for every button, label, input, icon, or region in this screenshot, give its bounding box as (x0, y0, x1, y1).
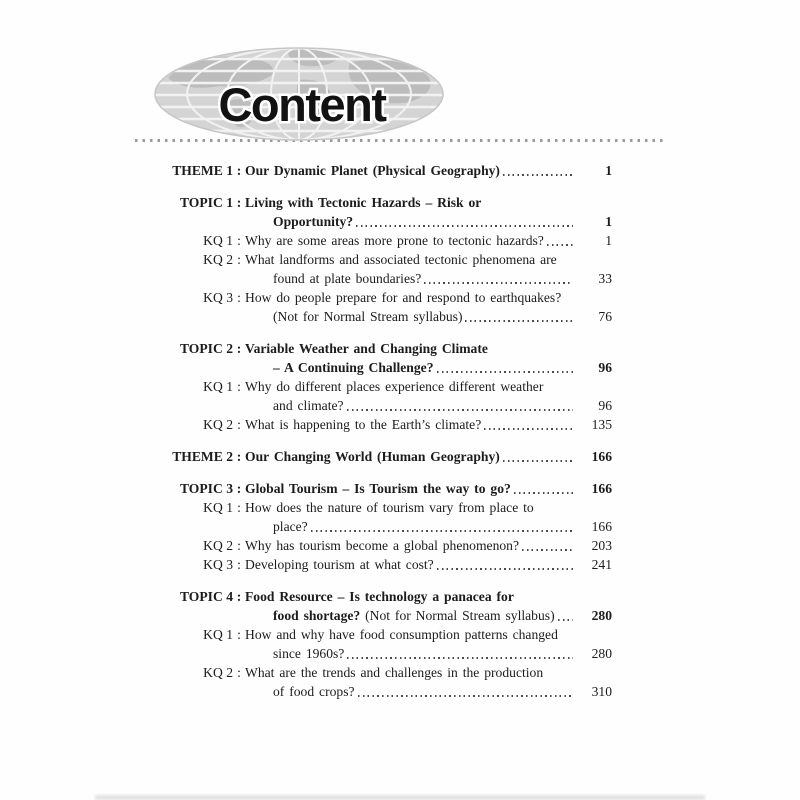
toc-entry-note: (Not for Normal Stream syllabus) (360, 608, 555, 623)
toc-entry-title: Our Changing World (Human Geography) (245, 449, 500, 464)
toc-entry-colon: : (236, 449, 242, 464)
toc-entry-continuation (167, 517, 612, 536)
toc-entry-title: Why are some areas more prone to tectonic hazards? (245, 233, 544, 248)
dot-leader (503, 460, 573, 462)
toc-entry (167, 447, 612, 466)
toc-entry-label: TOPIC 1 (179, 195, 233, 210)
toc-entry-title: (Not for Normal Stream syllabus) (273, 309, 463, 324)
toc-entry-colon: : (237, 252, 241, 267)
toc-entry (167, 288, 612, 307)
toc-entry-continuation (167, 212, 612, 231)
toc-entry-label: KQ 1 (203, 500, 233, 515)
toc-entry-continuation (167, 606, 612, 625)
toc-entry-label: KQ 3 (203, 290, 233, 305)
toc-entry-page: 96 (598, 360, 612, 375)
dot-leader (437, 568, 573, 570)
toc-entry-title: How do people prepare for and respond to earthquakes? (245, 290, 562, 305)
toc-entry-continuation (167, 307, 612, 326)
toc-entry (167, 339, 612, 358)
toc-entry (167, 377, 612, 396)
toc-entry-label: KQ 1 (203, 627, 233, 642)
toc-entry-colon: : (237, 665, 241, 680)
toc-entry-title: Why do different places experience different weather (245, 379, 544, 394)
toc-entry-label: KQ 1 (203, 379, 233, 394)
table-of-contents (167, 161, 612, 701)
toc-entry (167, 161, 612, 180)
toc-entry-continuation (167, 682, 612, 701)
toc-entry-colon: : (237, 417, 241, 432)
toc-entry-label: KQ 2 (203, 665, 233, 680)
toc-entry-title: and climate? (273, 398, 344, 413)
toc-entry-label: TOPIC 2 (179, 341, 233, 356)
toc-entry-continuation (167, 644, 612, 663)
dot-leader (503, 174, 573, 176)
toc-entry-title: Food Resource – Is technology a panacea for (245, 589, 514, 604)
page-bottom-edge (95, 795, 705, 800)
toc-entry-page: 241 (591, 557, 612, 572)
toc-entry-title: Why has tourism become a global phenomenon? (245, 538, 520, 553)
toc-entry-page: 280 (591, 646, 612, 661)
toc-entry-continuation (167, 396, 612, 415)
toc-entry (167, 231, 612, 250)
toc-entry-title: What landforms and associated tectonic phenomena are (245, 252, 557, 267)
toc-entry-page: 33 (598, 271, 612, 286)
toc-entry-colon: : (237, 290, 241, 305)
toc-entry-page: 280 (591, 608, 612, 623)
toc-entry-page: 166 (591, 449, 612, 464)
toc-entry-label: KQ 2 (203, 252, 233, 267)
toc-entry-title: Developing tourism at what cost? (245, 557, 434, 572)
toc-entry-colon: : (237, 233, 241, 248)
toc-entry (167, 587, 612, 606)
toc-entry-title: of food crops? (273, 684, 355, 699)
toc-entry-page: 1 (605, 163, 612, 178)
dot-leader (522, 549, 573, 551)
toc-entry-continuation (167, 358, 612, 377)
toc-entry (167, 625, 612, 644)
dot-leader (484, 428, 573, 430)
dot-leader (424, 282, 573, 284)
toc-entry-title: Variable Weather and Changing Climate (245, 341, 488, 356)
toc-entry-title: – A Continuing Challenge? (273, 360, 434, 375)
toc-entry-title: Our Dynamic Planet (Physical Geography) (245, 163, 500, 178)
toc-entry (167, 663, 612, 682)
toc-entry-colon: : (236, 163, 242, 178)
toc-entry-page: 135 (591, 417, 612, 432)
toc-entry-label: KQ 1 (203, 233, 233, 248)
toc-entry-label: TOPIC 4 (179, 589, 233, 604)
toc-entry-page: 1 (605, 233, 612, 248)
toc-entry-colon: : (237, 538, 241, 553)
toc-entry-page: 310 (591, 684, 612, 699)
toc-entry-colon: : (236, 481, 242, 496)
toc-entry-page: 166 (591, 481, 612, 496)
toc-entry (167, 536, 612, 555)
dot-leader (356, 225, 573, 227)
toc-entry-label: THEME 2 (172, 449, 233, 464)
toc-entry-page: 203 (591, 538, 612, 553)
dot-leader (437, 371, 574, 373)
toc-entry-label: KQ 3 (203, 557, 233, 572)
toc-entry-title: How and why have food consumption patterns changed (245, 627, 558, 642)
toc-entry-title: What are the trends and challenges in the production (245, 665, 544, 680)
toc-entry-label: KQ 2 (203, 417, 233, 432)
toc-entry-colon: : (237, 500, 241, 515)
dot-leader (358, 695, 573, 697)
toc-entry-colon: : (236, 195, 242, 210)
dot-leader (465, 320, 573, 322)
toc-entry-colon: : (236, 589, 242, 604)
toc-entry-page: 96 (598, 398, 612, 413)
toc-entry-page: 166 (591, 519, 612, 534)
toc-entry-title: Global Tourism – Is Tourism the way to go? (245, 481, 511, 496)
toc-entry-colon: : (236, 341, 242, 356)
dot-leader (347, 657, 573, 659)
dot-leader (347, 409, 573, 411)
toc-entry-page: 1 (605, 214, 612, 229)
toc-entry (167, 498, 612, 517)
toc-entry-title: Opportunity? (273, 214, 354, 229)
toc-entry (167, 250, 612, 269)
dot-leader (558, 619, 573, 621)
toc-entry-label: TOPIC 3 (179, 481, 233, 496)
toc-entry-title: How does the nature of tourism vary from place to (245, 500, 534, 515)
page-title: Content (218, 78, 386, 131)
toc-entry-colon: : (237, 627, 241, 642)
toc-entry-colon: : (237, 557, 241, 572)
toc-entry-label: KQ 2 (203, 538, 233, 553)
dot-leader (514, 492, 573, 494)
toc-entry-title: place? (273, 519, 308, 534)
toc-entry-continuation (167, 269, 612, 288)
toc-entry (167, 555, 612, 574)
dot-leader (311, 530, 573, 532)
toc-entry-title: What is happening to the Earth’s climate? (245, 417, 482, 432)
toc-entry-title: food shortage? (Not for Normal Stream syllabus) (273, 608, 555, 623)
toc-entry (167, 479, 612, 498)
toc-entry-label: THEME 1 (172, 163, 233, 178)
globe-graphic (150, 46, 450, 144)
toc-entry (167, 415, 612, 434)
toc-entry-page: 76 (598, 309, 612, 324)
toc-entry-title: Living with Tectonic Hazards – Risk or (245, 195, 482, 210)
toc-entry-title: found at plate boundaries? (273, 271, 422, 286)
dot-leader (547, 244, 573, 246)
toc-entry-colon: : (237, 379, 241, 394)
toc-entry-title: since 1960s? (273, 646, 345, 661)
toc-entry (167, 193, 612, 212)
